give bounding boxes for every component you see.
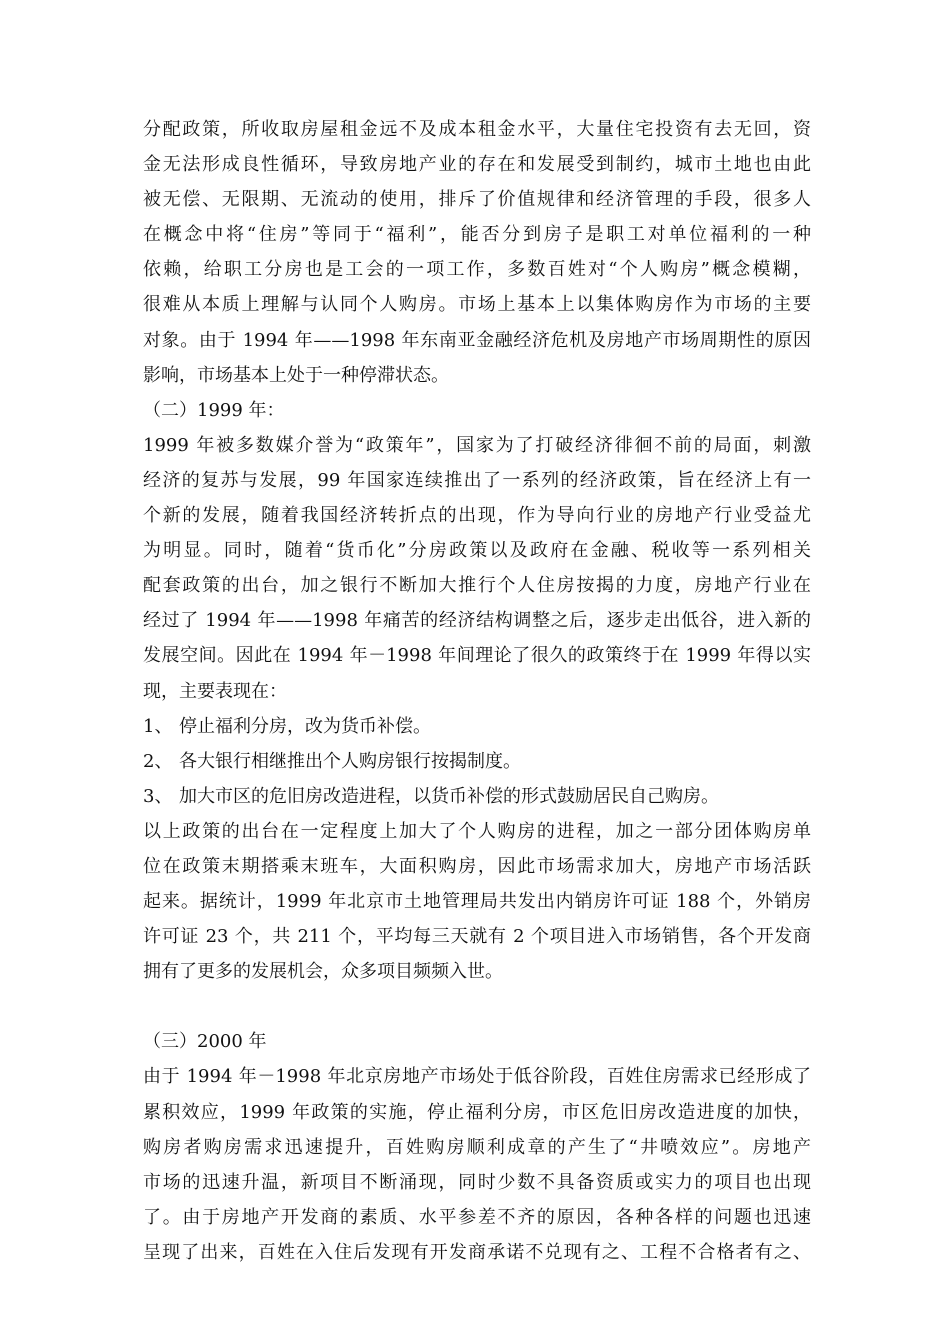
section2-list <box>143 709 811 814</box>
text-line: 由于 1994 年－1998 年北京房地产市场处于低谷阶段，百姓住房需求已经形成了 <box>143 1066 811 1088</box>
text-line: 被无偿、无限期、无流动的使用，排斥了价值规律和经济管理的手段，很多人 <box>143 189 811 211</box>
text-line: 经过了 1994 年——1998 年痛苦的经济结构调整之后，逐步走出低谷，进入新的 <box>143 610 811 632</box>
text-line: 金无法形成良性循环，导致房地产业的存在和发展受到制约，城市土地也由此 <box>143 154 811 176</box>
list-text: 加大市区的危旧房改造进程，以货币补偿的形式鼓励居民自己购房。 <box>179 785 719 807</box>
text-line: 呈现了出来，百姓在入住后发现有开发商承诺不兑现有之、工程不合格者有之、 <box>143 1241 811 1263</box>
text-line: 许可证 23 个，共 211 个，平均每三天就有 2 个项目进入市场销售，各个开发商 <box>143 926 811 948</box>
list-number: 1、 <box>143 715 173 737</box>
text-line: 购房者购房需求迅速提升，百姓购房顺利成章的产生了“井喷效应”。房地产 <box>143 1136 811 1158</box>
text-line: 起来。据统计，1999 年北京市土地管理局共发出内销房许可证 188 个，外销房 <box>143 891 811 913</box>
text-line: 很难从本质上理解与认同个人购房。市场上基本上以集体购房作为市场的主要 <box>143 294 811 316</box>
text-line: 现，主要表现在： <box>143 680 287 702</box>
list-item <box>143 744 811 779</box>
list-item <box>143 709 811 744</box>
text-line: 市场的迅速升温，新项目不断涌现，同时少数不具备资质或实力的项目也出现 <box>143 1171 811 1193</box>
section2-paragraph <box>143 428 811 709</box>
text-line: 了。由于房地产开发商的素质、水平参差不齐的原因，各种各样的问题也迅速 <box>143 1206 811 1228</box>
text-line: 为明显。同时，随着“货币化”分房政策以及政府在金融、税收等一系列相关 <box>143 540 811 562</box>
text-line: 配套政策的出台，加之银行不断加大推行个人住房按揭的力度，房地产行业在 <box>143 575 811 597</box>
text-line: 在概念中将“住房”等同于“福利”，能否分到房子是职工对单位福利的一种 <box>143 224 811 246</box>
section2-heading: （二）1999 年： <box>143 399 285 421</box>
list-item <box>143 779 811 814</box>
text-line: 经济的复苏与发展，99 年国家连续推出了一系列的经济政策，旨在经济上有一 <box>143 469 811 491</box>
paragraph-gap <box>143 989 811 1024</box>
text-line: 影响，市场基本上处于一种停滞状态。 <box>143 364 449 386</box>
document-body <box>143 112 811 1270</box>
section3-paragraph <box>143 1059 811 1270</box>
text-line: 以上政策的出台在一定程度上加大了个人购房的进程，加之一部分团体购房单 <box>143 820 811 842</box>
text-line: 位在政策末期搭乘末班车，大面积购房，因此市场需求加大，房地产市场活跃 <box>143 855 811 877</box>
text-line: 分配政策，所收取房屋租金远不及成本租金水平，大量住宅投资有去无回，资 <box>143 119 811 140</box>
section1-paragraph <box>143 112 811 393</box>
list-number: 3、 <box>143 785 173 807</box>
list-number: 2、 <box>143 750 173 772</box>
text-line: 1999 年被多数媒介誉为“政策年”，国家为了打破经济徘徊不前的局面，刺激 <box>143 434 811 456</box>
section2-after-paragraph <box>143 814 811 989</box>
text-line: 个新的发展，随着我国经济转折点的出现，作为导向行业的房地产行业受益尤 <box>143 505 811 527</box>
text-line: 依赖，给职工分房也是工会的一项工作，多数百姓对“个人购房”概念模糊， <box>143 259 811 281</box>
list-text: 各大银行相继推出个人购房银行按揭制度。 <box>179 750 521 772</box>
text-line: 拥有了更多的发展机会，众多项目频频入世。 <box>143 961 503 983</box>
text-line: 发展空间。因此在 1994 年－1998 年间理论了很久的政策终于在 1999 年得以实 <box>143 645 811 667</box>
section3-heading: （三）2000 年 <box>143 1031 267 1053</box>
text-line: 累积效应，1999 年政策的实施，停止福利分房，市区危旧房改造进度的加快， <box>143 1101 811 1123</box>
list-text: 停止福利分房，改为货币补偿。 <box>179 715 431 737</box>
text-line: 对象。由于 1994 年——1998 年东南亚金融经济危机及房地产市场周期性的原因 <box>143 329 811 351</box>
